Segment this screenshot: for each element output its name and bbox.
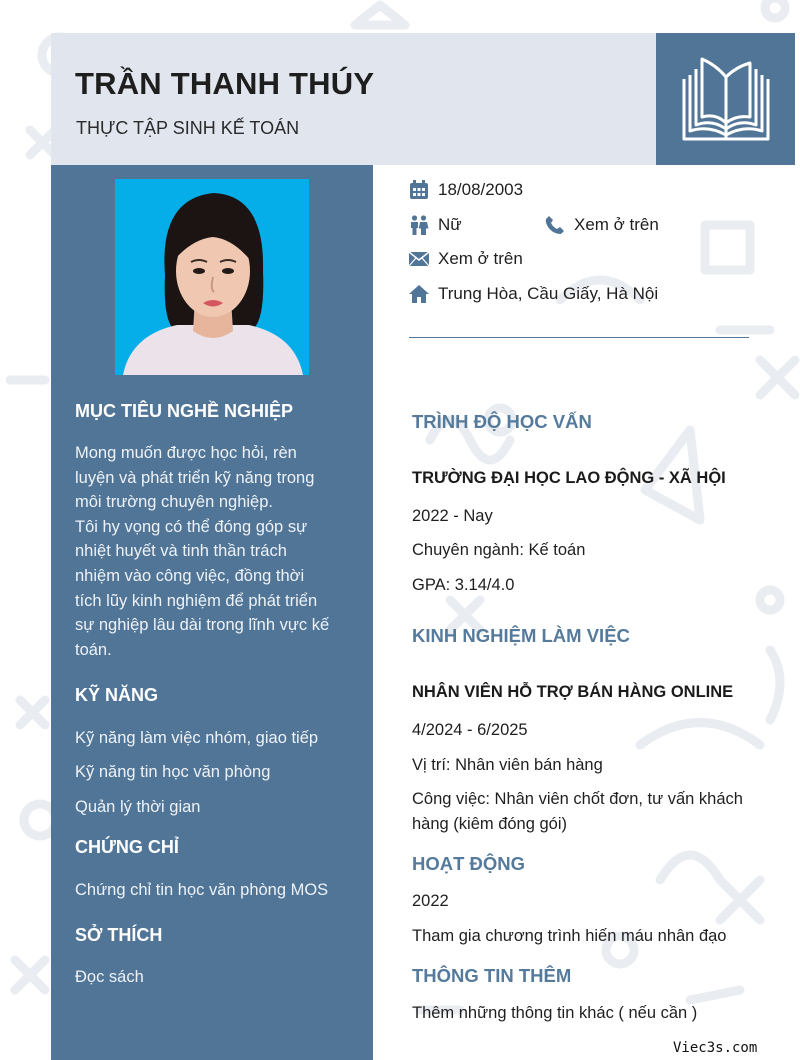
job-duties-line: hàng (kiêm đóng gói) [412,814,568,833]
calendar-icon [409,180,429,200]
objective-line: nhiệm vào công việc, đồng thời [75,566,305,585]
education-period: 2022 - Nay [412,507,493,525]
phone-row [545,215,659,235]
activities-title: HOẠT ĐỘNG [412,853,526,874]
skills-title: KỸ NĂNG [75,685,159,705]
address-value: Trung Hòa, Cầu Giấy, Hà Nội [438,284,659,303]
education-major: Chuyên ngành: Kế toán [412,541,586,559]
portrait-image [115,179,309,375]
experience-title: KINH NGHIỆM LÀM VIỆC [412,625,630,646]
phone-value: Xem ở trên [574,215,659,234]
objective-line: Tôi hy vọng có thể đóng góp sự [75,517,308,536]
school-name: TRƯỜNG ĐẠI HỌC LAO ĐỘNG - XÃ HỘI [412,469,726,487]
objective-text [75,441,355,662]
address-row [409,284,658,304]
skill-item: Kỹ năng làm việc nhóm, giao tiếp [75,729,319,747]
objective-title: MỤC TIÊU NGHỀ NGHIỆP [75,401,294,421]
objective-line: nhiệt huyết và tinh thần trách [75,542,287,561]
job-duties [412,787,772,836]
job-position: Vị trí: Nhân viên bán hàng [412,756,603,774]
job-period: 4/2024 - 6/2025 [412,721,528,739]
gender-row [409,215,462,235]
site-watermark: Viec3s.com [673,1040,758,1056]
sidebar [51,165,373,1060]
job-duties-line: Công việc: Nhân viên chốt đơn, tư vấn khách [412,790,743,808]
job-title: NHÂN VIÊN HỖ TRỢ BÁN HÀNG ONLINE [412,683,734,701]
skill-item: Kỹ năng tin học văn phòng [75,763,271,781]
education-title: TRÌNH ĐỘ HỌC VẤN [412,411,592,432]
email-value: Xem ở trên [438,249,523,268]
birthday-row [409,180,523,200]
birthday-value: 18/08/2003 [438,180,524,199]
candidate-position: THỰC TẬP SINH KẾ TOÁN [76,118,300,138]
candidate-name: TRẦN THANH THÚY [75,66,375,101]
hobby-item: Đọc sách [75,968,144,986]
gender-icon [409,215,429,235]
book-icon [678,53,774,145]
contact-divider [409,337,749,338]
objective-line: môi trường chuyên nghiệp. [75,493,273,512]
mail-icon [409,249,429,269]
header-icon-box [656,33,795,165]
hobbies-title: SỞ THÍCH [75,925,163,945]
activity-description: Tham gia chương trình hiến máu nhân đạo [412,927,727,945]
extra-info-text: Thêm những thông tin khác ( nếu cần ) [412,1004,698,1022]
email-row [409,249,523,269]
education-gpa: GPA: 3.14/4.0 [412,576,515,594]
certificates-title: CHỨNG CHỈ [75,837,179,857]
objective-line: luyện và phát triển kỹ năng trong [75,468,315,487]
certificate-item: Chứng chỉ tin học văn phòng MOS [75,881,329,899]
objective-line: toán. [75,640,112,659]
objective-line: Mong muốn được học hỏi, rèn [75,444,297,462]
gender-value: Nữ [438,215,462,234]
activity-year: 2022 [412,892,449,910]
objective-line: tích lũy kinh nghiệm để phát triển [75,591,318,610]
objective-line: sự nghiệp lâu dài trong lĩnh vực kế [75,616,330,635]
phone-icon [545,215,565,235]
profile-photo [115,179,309,375]
extra-info-title: THÔNG TIN THÊM [412,965,572,986]
home-icon [409,284,429,304]
skill-item: Quản lý thời gian [75,798,201,816]
